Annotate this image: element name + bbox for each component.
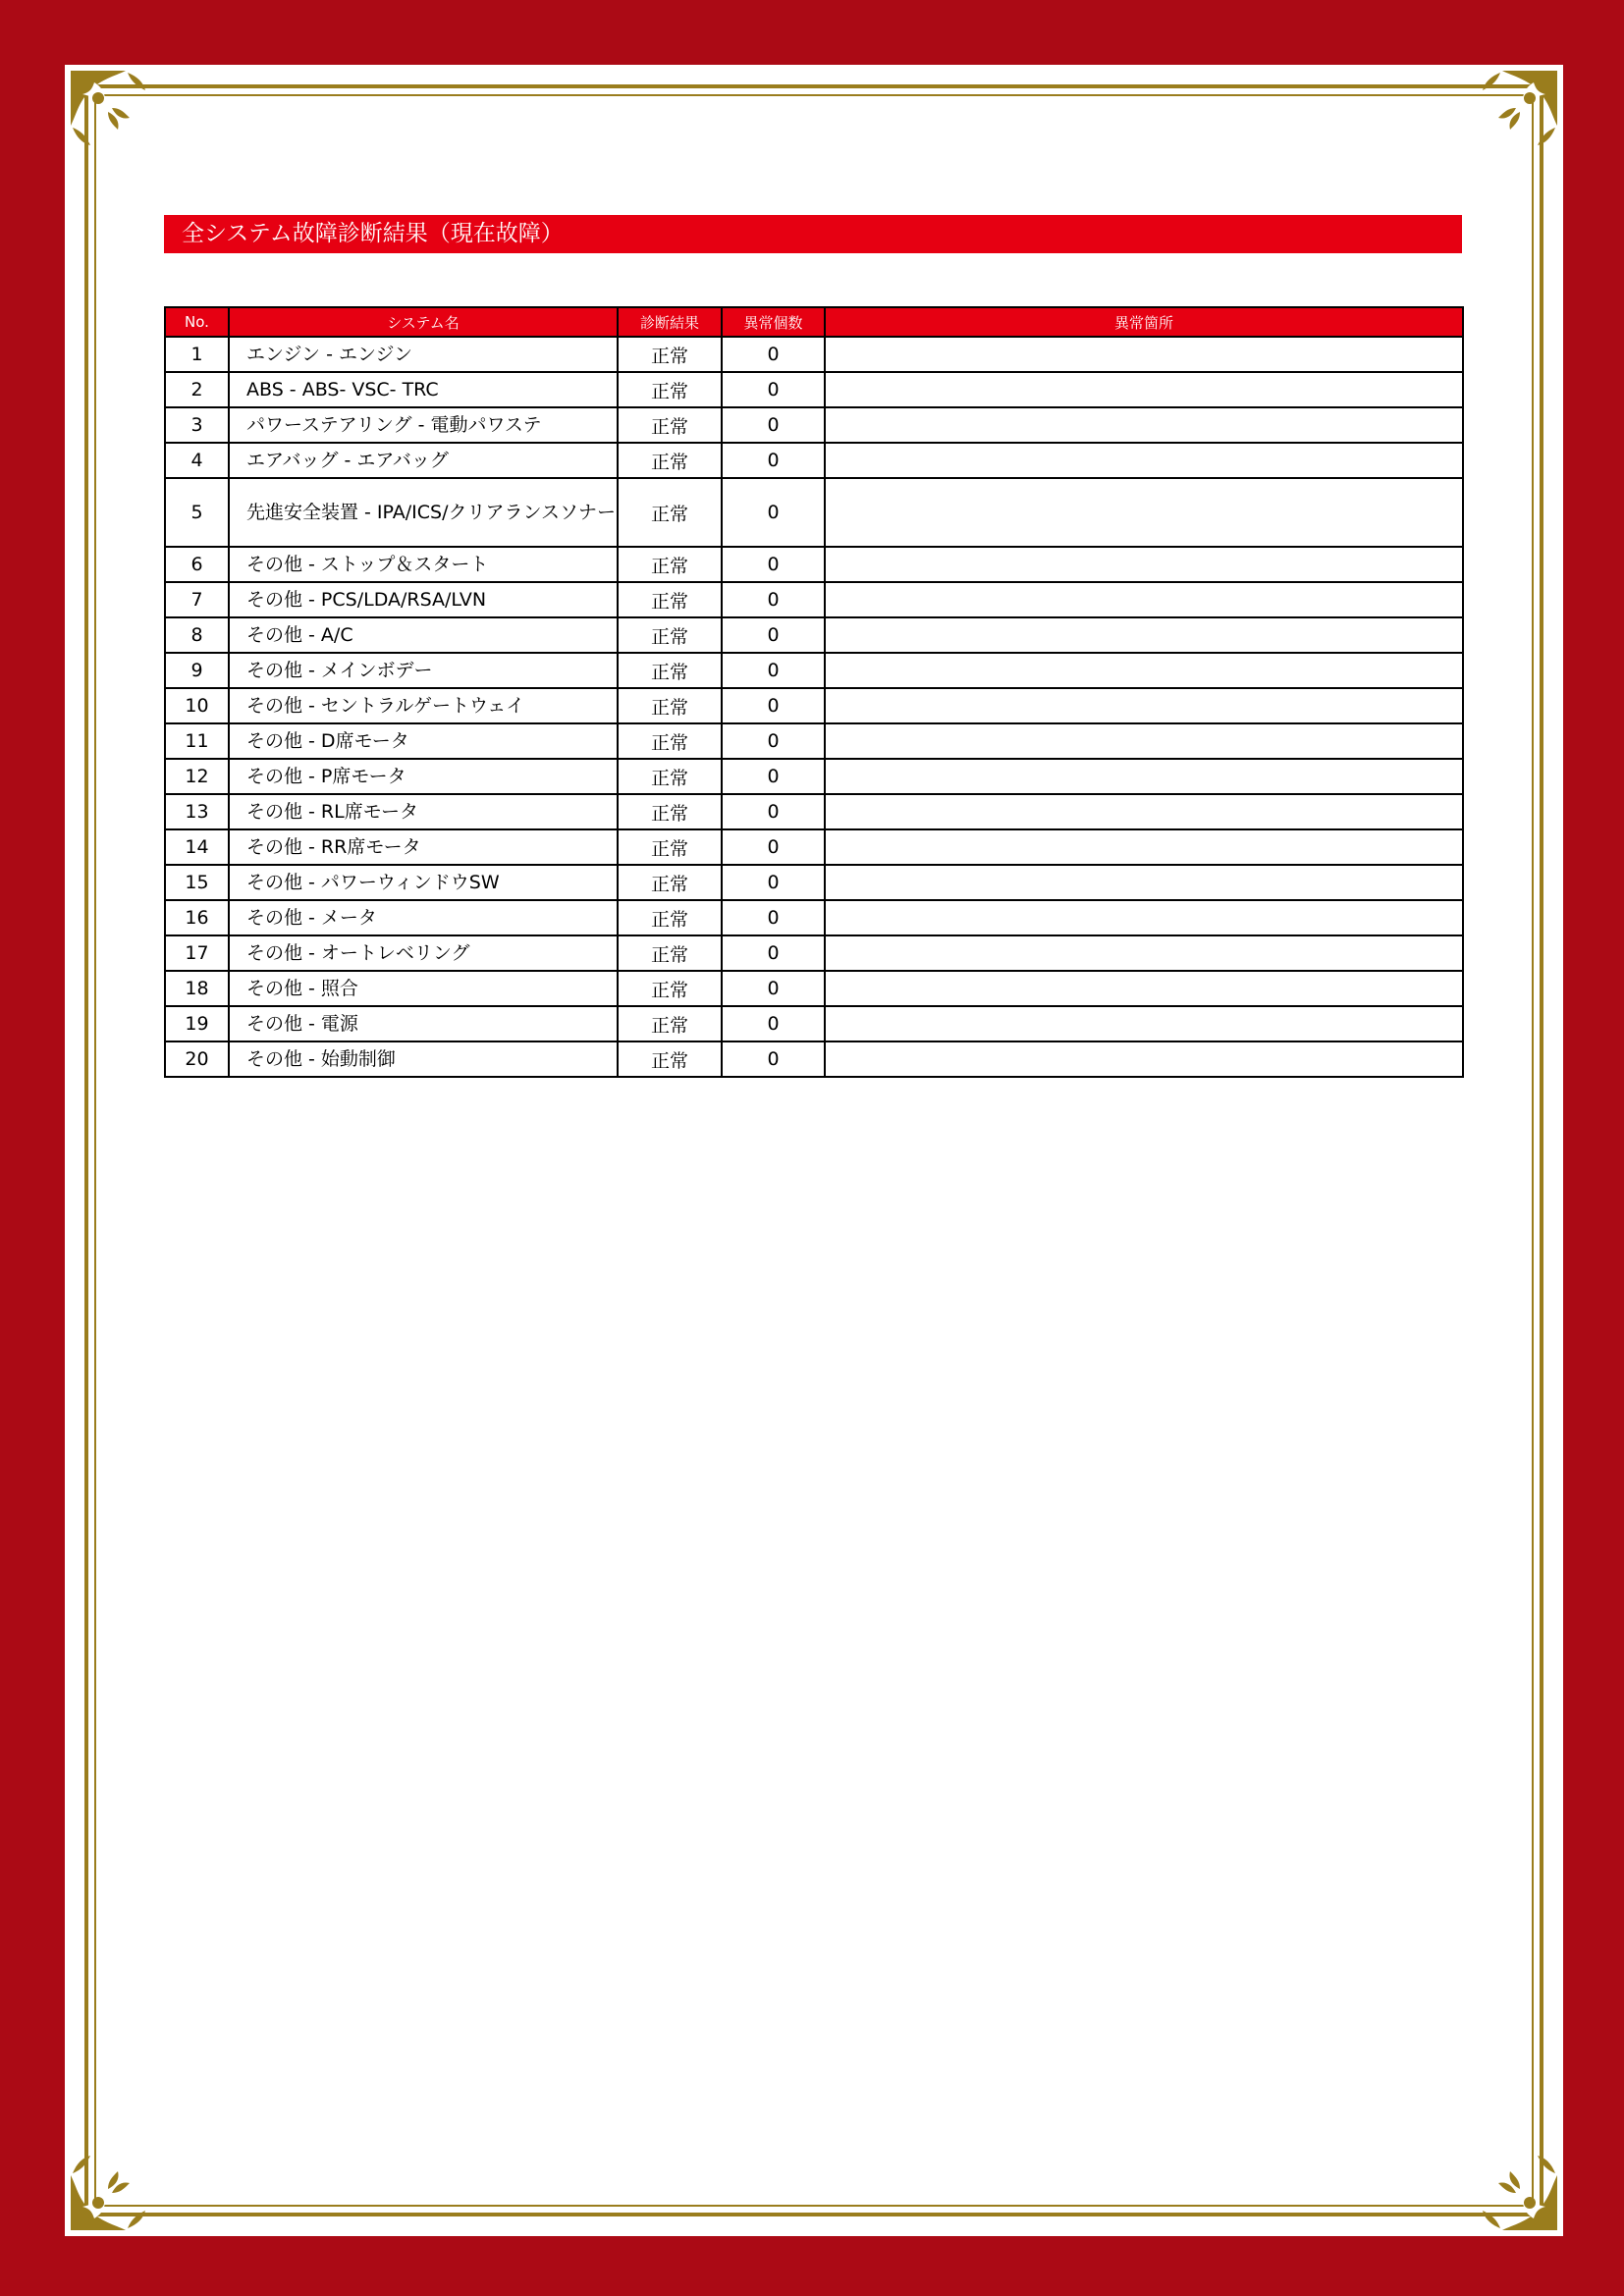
table-row [165, 547, 1463, 582]
row-error-count: 0 [722, 547, 825, 582]
row-error-location [825, 547, 1463, 582]
row-no: 17 [165, 935, 229, 971]
row-no: 15 [165, 865, 229, 900]
row-error-count: 0 [722, 865, 825, 900]
row-error-count: 0 [722, 829, 825, 865]
row-no: 16 [165, 900, 229, 935]
table-row [165, 723, 1463, 759]
corner-ornament-icon [69, 2146, 155, 2232]
row-error-location [825, 1006, 1463, 1041]
row-error-location [825, 337, 1463, 372]
row-system-name: その他 - 照合 [229, 971, 618, 1006]
table-row [165, 971, 1463, 1006]
row-system-name: その他 - D席モータ [229, 723, 618, 759]
table-row [165, 1006, 1463, 1041]
row-no: 3 [165, 407, 229, 443]
table-row [165, 935, 1463, 971]
row-system-name: その他 - P席モータ [229, 759, 618, 794]
row-result: 正常 [618, 1041, 722, 1077]
row-error-location [825, 1041, 1463, 1077]
row-error-count: 0 [722, 337, 825, 372]
row-system-name: その他 - メインボデー [229, 653, 618, 688]
row-no: 8 [165, 617, 229, 653]
table-row [165, 865, 1463, 900]
row-system-name: パワーステアリング - 電動パワステ [229, 407, 618, 443]
row-result: 正常 [618, 547, 722, 582]
row-system-name: その他 - パワーウィンドウSW [229, 865, 618, 900]
row-result: 正常 [618, 337, 722, 372]
row-result: 正常 [618, 443, 722, 478]
diagnosis-table [164, 306, 1464, 1078]
row-no: 1 [165, 337, 229, 372]
row-error-count: 0 [722, 407, 825, 443]
row-result: 正常 [618, 582, 722, 617]
row-system-name: その他 - PCS/LDA/RSA/LVN [229, 582, 618, 617]
header-error-count: 異常個数 [722, 307, 825, 337]
row-error-count: 0 [722, 443, 825, 478]
row-system-name: エアバッグ - エアバッグ [229, 443, 618, 478]
row-error-count: 0 [722, 759, 825, 794]
header-error-location: 異常箇所 [825, 307, 1463, 337]
row-no: 20 [165, 1041, 229, 1077]
row-result: 正常 [618, 372, 722, 407]
page-title: 全システム故障診断結果（現在故障） [164, 215, 1462, 253]
row-error-count: 0 [722, 653, 825, 688]
row-no: 12 [165, 759, 229, 794]
row-system-name: その他 - RR席モータ [229, 829, 618, 865]
row-error-location [825, 759, 1463, 794]
row-error-location [825, 900, 1463, 935]
row-result: 正常 [618, 829, 722, 865]
row-system-name: その他 - 始動制御 [229, 1041, 618, 1077]
row-result: 正常 [618, 900, 722, 935]
row-result: 正常 [618, 653, 722, 688]
row-error-count: 0 [722, 900, 825, 935]
row-error-location [825, 478, 1463, 547]
table-row [165, 653, 1463, 688]
table-row [165, 478, 1463, 547]
table-header-row [165, 307, 1463, 337]
row-error-location [825, 688, 1463, 723]
table-row [165, 829, 1463, 865]
row-error-location [825, 582, 1463, 617]
row-error-count: 0 [722, 723, 825, 759]
row-result: 正常 [618, 759, 722, 794]
row-error-location [825, 935, 1463, 971]
row-error-count: 0 [722, 582, 825, 617]
row-no: 7 [165, 582, 229, 617]
header-system-name: システム名 [229, 307, 618, 337]
table-row [165, 900, 1463, 935]
table-row [165, 407, 1463, 443]
row-no: 6 [165, 547, 229, 582]
table-row [165, 794, 1463, 829]
table-row [165, 372, 1463, 407]
row-system-name: その他 - 電源 [229, 1006, 618, 1041]
row-system-name: 先進安全装置 - IPA/ICS/クリアランスソナー [229, 478, 618, 547]
table-row [165, 443, 1463, 478]
row-system-name: その他 - セントラルゲートウェイ [229, 688, 618, 723]
row-error-location [825, 617, 1463, 653]
row-result: 正常 [618, 935, 722, 971]
row-system-name: その他 - ストップ＆スタート [229, 547, 618, 582]
row-system-name: エンジン - エンジン [229, 337, 618, 372]
row-no: 5 [165, 478, 229, 547]
table-row [165, 759, 1463, 794]
row-result: 正常 [618, 617, 722, 653]
row-no: 4 [165, 443, 229, 478]
corner-ornament-icon [69, 69, 155, 155]
row-error-location [825, 971, 1463, 1006]
row-error-count: 0 [722, 935, 825, 971]
row-result: 正常 [618, 865, 722, 900]
row-error-count: 0 [722, 688, 825, 723]
row-no: 13 [165, 794, 229, 829]
corner-ornament-icon [1473, 2146, 1559, 2232]
row-no: 18 [165, 971, 229, 1006]
row-no: 10 [165, 688, 229, 723]
row-error-location [825, 865, 1463, 900]
row-error-count: 0 [722, 478, 825, 547]
table-row [165, 1041, 1463, 1077]
row-result: 正常 [618, 1006, 722, 1041]
header-no: No. [165, 307, 229, 337]
row-error-location [825, 443, 1463, 478]
table-row [165, 617, 1463, 653]
row-error-count: 0 [722, 794, 825, 829]
row-no: 11 [165, 723, 229, 759]
row-no: 19 [165, 1006, 229, 1041]
row-result: 正常 [618, 723, 722, 759]
row-error-count: 0 [722, 971, 825, 1006]
row-result: 正常 [618, 971, 722, 1006]
row-result: 正常 [618, 794, 722, 829]
row-error-location [825, 723, 1463, 759]
row-system-name: その他 - オートレベリング [229, 935, 618, 971]
row-error-location [825, 407, 1463, 443]
row-result: 正常 [618, 688, 722, 723]
row-error-count: 0 [722, 617, 825, 653]
row-no: 14 [165, 829, 229, 865]
report-page [65, 65, 1563, 2236]
row-error-count: 0 [722, 372, 825, 407]
row-result: 正常 [618, 407, 722, 443]
header-result: 診断結果 [618, 307, 722, 337]
table-row [165, 582, 1463, 617]
row-result: 正常 [618, 478, 722, 547]
row-error-location [825, 794, 1463, 829]
table-row [165, 337, 1463, 372]
row-error-location [825, 372, 1463, 407]
row-error-location [825, 829, 1463, 865]
row-no: 2 [165, 372, 229, 407]
row-no: 9 [165, 653, 229, 688]
row-error-count: 0 [722, 1006, 825, 1041]
row-system-name: ABS - ABS- VSC- TRC [229, 372, 618, 407]
table-row [165, 688, 1463, 723]
row-error-count: 0 [722, 1041, 825, 1077]
corner-ornament-icon [1473, 69, 1559, 155]
row-system-name: その他 - メータ [229, 900, 618, 935]
row-error-location [825, 653, 1463, 688]
row-system-name: その他 - RL席モータ [229, 794, 618, 829]
row-system-name: その他 - A/C [229, 617, 618, 653]
